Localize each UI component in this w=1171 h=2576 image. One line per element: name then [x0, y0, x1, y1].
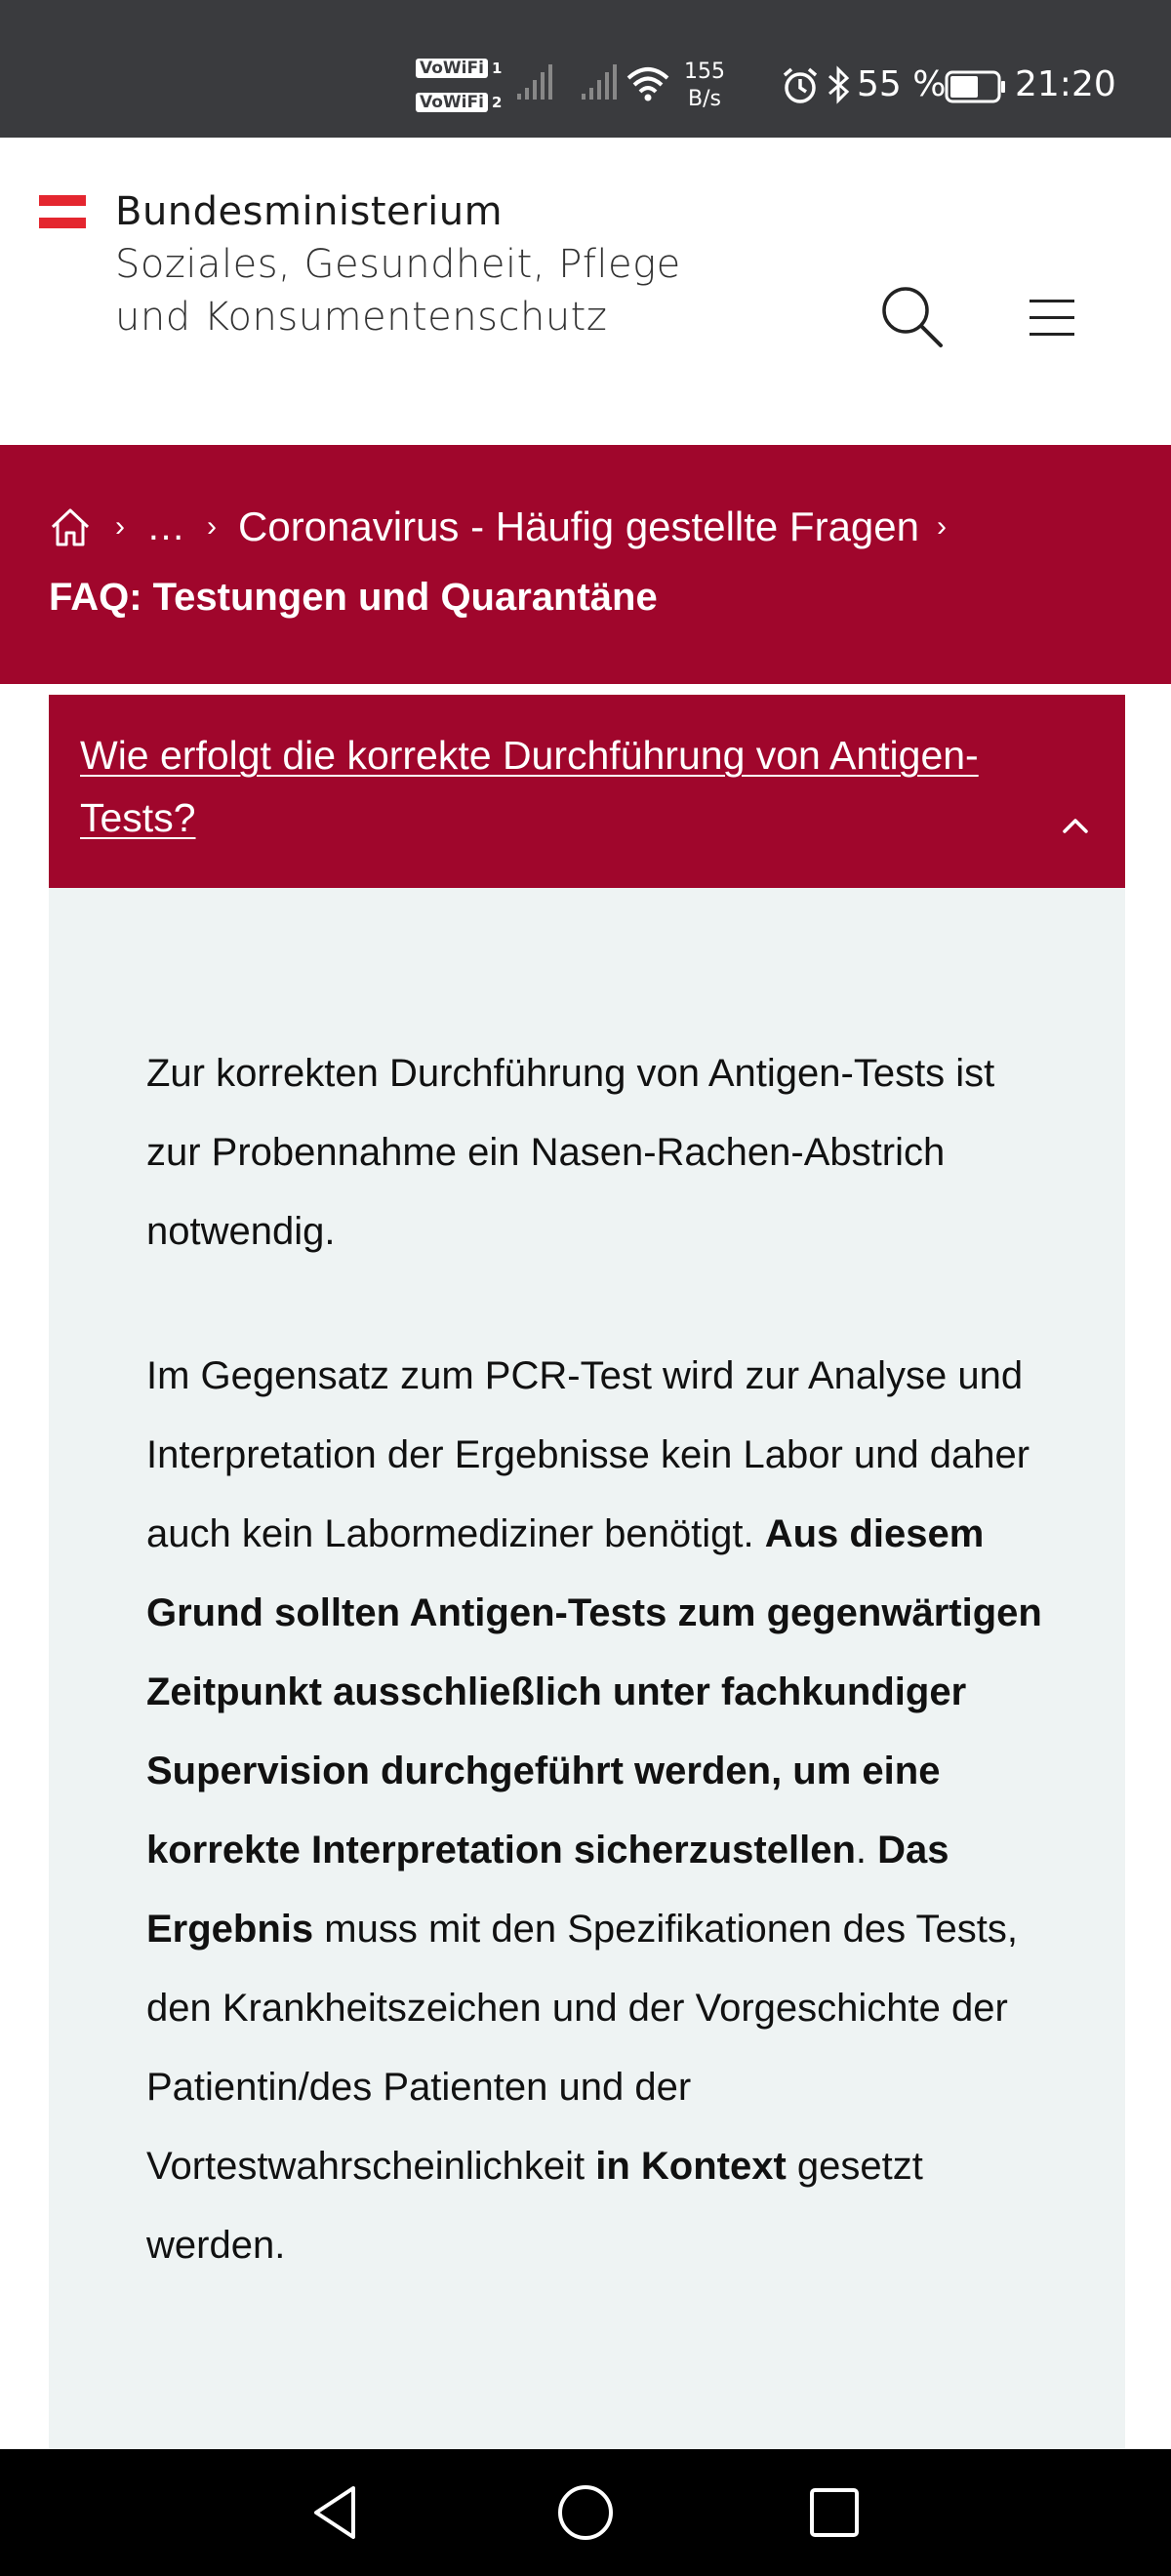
faq-question-link[interactable]: Wie erfolgt die korrekte Durchführung von Antigen-Tests?: [80, 733, 979, 840]
status-bar: [0, 0, 1171, 138]
brand-line-1: Bundesministerium: [115, 189, 504, 234]
vowifi-label: VoWiFi: [416, 59, 488, 78]
answer-text: .: [855, 1829, 878, 1872]
vowifi-indicator-2: [416, 93, 502, 112]
signal-icon: [515, 64, 554, 103]
network-speed: [679, 59, 730, 113]
alarm-icon: [781, 66, 820, 105]
chevron-right-icon: ›: [115, 510, 125, 543]
hamburger-menu-icon[interactable]: [1030, 298, 1076, 337]
battery-icon: [945, 70, 1007, 103]
clock: 21:20: [1015, 64, 1116, 104]
signal-icon: [580, 64, 619, 103]
austria-flag-logo[interactable]: [39, 195, 86, 228]
chevron-right-icon: ›: [937, 510, 948, 543]
breadcrumb-link-coronavirus-faq[interactable]: Coronavirus - Häufig gestellte Fragen: [238, 503, 920, 549]
wifi-icon: [625, 64, 671, 103]
chevron-right-icon: ›: [207, 510, 217, 543]
vowifi-label: VoWiFi: [416, 93, 488, 112]
faq-accordion-header[interactable]: [49, 695, 1125, 888]
recents-square-icon[interactable]: [800, 2478, 868, 2547]
back-triangle-icon[interactable]: [303, 2478, 371, 2547]
faq-answer-paragraph-1: Zur korrekten Durchführung von Antigen-Tests ist zur Probennahme ein Nasen-Rachen-Abstrich notwendig.: [146, 1052, 995, 1253]
home-icon[interactable]: [49, 505, 92, 548]
answer-text: gesetzt werden.: [146, 2145, 923, 2267]
answer-text: Im Gegensatz zum PCR-Test wird zur Analyse und Interpretation der Ergebnisse kein Labor und daher auch kein Labormediziner benötigt.: [146, 1354, 1030, 1555]
bluetooth-icon: [826, 64, 851, 105]
battery-percentage: 55 %: [857, 64, 947, 104]
system-navigation-bar: [0, 2449, 1171, 2576]
chevron-up-icon[interactable]: [1059, 814, 1092, 837]
home-circle-icon[interactable]: [551, 2478, 620, 2547]
search-icon[interactable]: [878, 283, 947, 351]
brand-line-3: und Konsumentenschutz: [115, 295, 608, 340]
brand-line-2: Soziales, Gesundheit, Pflege: [115, 242, 681, 287]
vowifi-slot: 2: [491, 94, 503, 111]
breadcrumb-band: [0, 445, 1171, 684]
breadcrumb: [49, 498, 968, 556]
network-speed-unit: B/s: [688, 87, 721, 111]
vowifi-slot: 1: [491, 60, 503, 77]
breadcrumb-ellipsis[interactable]: …: [146, 504, 185, 548]
answer-text: muss mit den Spezifikationen des Tests, den Krankheitszeichen und der Vorgeschichte der Patientin/des Patienten und der Vortestwahrscheinlichkeit: [146, 1908, 1018, 2188]
faq-answer-paragraph-2: [146, 1337, 1044, 2285]
answer-bold-text: Das Ergebnis: [146, 1829, 949, 1951]
answer-bold-text: in Kontext: [595, 2145, 787, 2188]
page-title: FAQ: Testungen und Quarantäne: [49, 576, 658, 619]
network-speed-value: 155: [684, 60, 725, 84]
ministry-logo-text[interactable]: [115, 185, 681, 343]
answer-bold-text: Aus diesem Grund sollten Antigen-Tests zum gegenwärtigen Zeitpunkt ausschließlich unter fachkundiger Supervision durchgeführt werden, um eine korrekte Interpretation sicherzustellen: [146, 1512, 1042, 1872]
vowifi-indicator-1: [416, 59, 502, 78]
